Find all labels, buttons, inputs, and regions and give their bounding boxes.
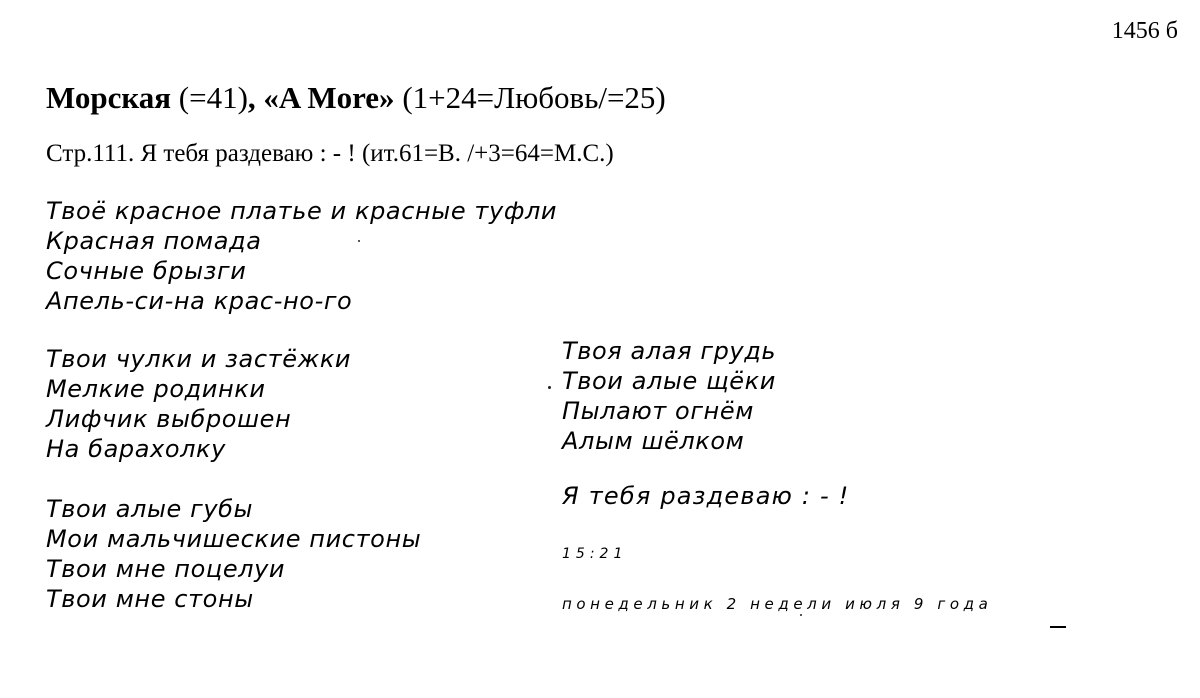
scan-speck <box>358 240 360 242</box>
poem-line: Твои мне стоны <box>46 585 254 613</box>
poem-line: Лифчик выброшен <box>46 405 292 433</box>
poem-line: Мои мальчишеские пистоны <box>46 525 422 553</box>
page-number: 1456 б <box>1111 18 1178 44</box>
poem-line: Апель-си-на крас-но-го <box>46 287 353 315</box>
scan-speck <box>800 614 802 616</box>
poem-stanza-4 <box>562 336 776 456</box>
poem-stanza-2 <box>46 344 351 464</box>
poem-line: Твоё красное платье и красные туфли <box>46 197 558 225</box>
date-stamp: понедельник 2 недели июля 9 года <box>562 595 993 613</box>
poem-line: Мелкие родинки <box>46 375 266 403</box>
poem-stanza-1 <box>46 196 557 316</box>
poem-line: Сочные брызги <box>46 257 247 285</box>
page-title <box>46 80 666 116</box>
poem-line: Алым шёлком <box>562 427 745 455</box>
poem-stanza-3 <box>46 494 421 614</box>
poem-line: Твои мне поцелуи <box>46 555 286 583</box>
title-normal-part-2: (1+24=Любовь/=25) <box>394 80 666 115</box>
poem-line: Красная помада <box>46 227 262 255</box>
poem-line: Твоя алая грудь <box>562 337 777 365</box>
scan-dash-mark <box>1050 626 1066 628</box>
title-bold-part-1: Морская <box>46 80 172 115</box>
poem-line: Твои алые щёки <box>562 367 776 395</box>
page-subtitle: Стр.111. Я тебя раздеваю : - ! (ит.61=В. /+3=64=М.С.) <box>46 140 614 167</box>
poem-line: Твои алые губы <box>46 495 254 523</box>
time-stamp: 15:21 <box>562 546 628 562</box>
scan-speck <box>548 386 551 389</box>
poem-line: Пылают огнём <box>562 397 754 425</box>
poem-line: Твои чулки и застёжки <box>46 345 352 373</box>
title-normal-part-1: (=41) <box>171 80 248 115</box>
title-bold-part-2: , «A More» <box>247 80 395 115</box>
poem-line: На барахолку <box>46 435 226 463</box>
poem-refrain: Я тебя раздеваю : - ! <box>562 482 850 510</box>
